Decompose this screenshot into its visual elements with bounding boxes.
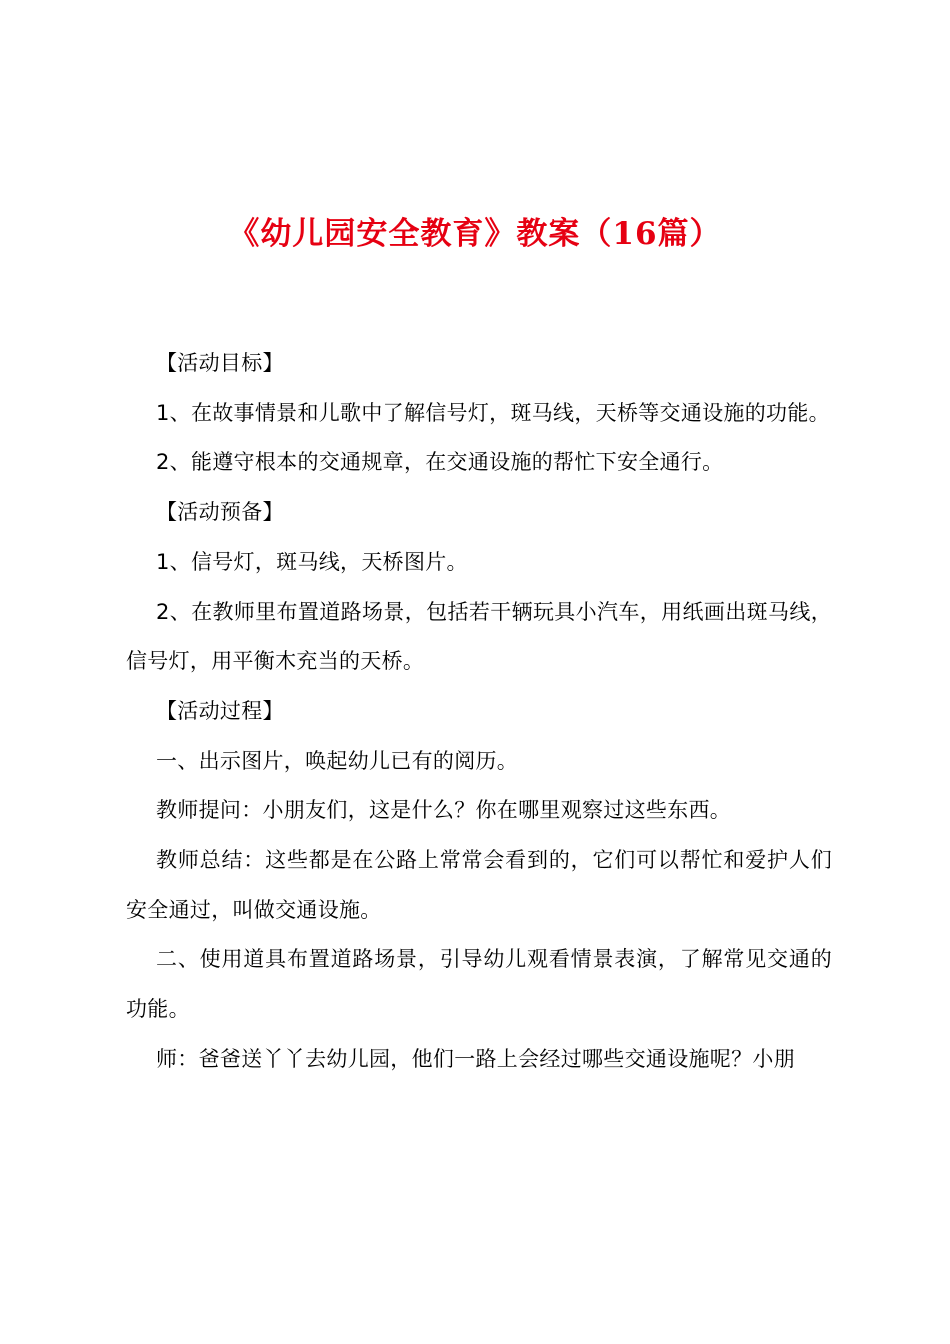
paragraph: 师：爸爸送丫丫去幼儿园，他们一路上会经过哪些交通设施呢？小朋 — [156, 1046, 795, 1071]
section-heading-goals: 【活动目标】 — [156, 351, 284, 375]
section-heading-process: 【活动过程】 — [156, 698, 284, 723]
paragraph: 2、能遵守根本的交通规章，在交通设施的帮忙下安全通行。 — [156, 450, 724, 475]
document-body — [126, 339, 832, 1085]
paragraph: 教师总结：这些都是在公路上常常会看到的，它们可以帮忙和爱护人们安全通过，叫做交通设施。 — [126, 848, 832, 922]
paragraph: 二、使用道具布置道路场景，引导幼儿观看情景表演，了解常见交通的功能。 — [126, 947, 832, 1022]
document-title: 《幼儿园安全教育》教案（16篇） — [228, 216, 722, 252]
paragraph: 1、信号灯，斑马线，天桥图片。 — [156, 549, 468, 574]
paragraph: 2、在教师里布置道路场景，包括若干辆玩具小汽车，用纸画出斑马线，信号灯，用平衡木充当的天桥。 — [126, 599, 832, 674]
section-heading-preparation: 【活动预备】 — [156, 500, 284, 525]
paragraph: 1、在故事情景和儿歌中了解信号灯，斑马线，天桥等交通设施的功能。 — [156, 400, 830, 425]
paragraph: 教师提问：小朋友们，这是什么？你在哪里观察过这些东西。 — [156, 798, 732, 823]
paragraph: 一、出示图片，唤起幼儿已有的阅历。 — [156, 748, 519, 773]
